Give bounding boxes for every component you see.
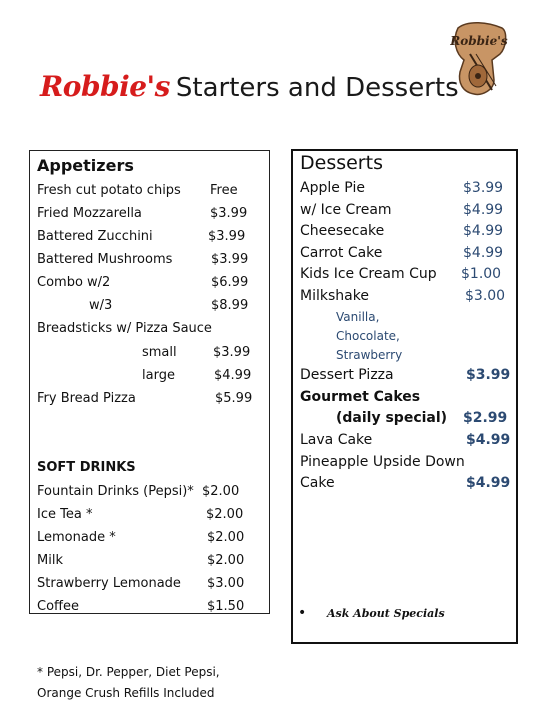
dessert-item-label: Gourmet Cakes [300, 389, 421, 405]
dessert-item-price: $4.99 [466, 475, 511, 491]
dessert-item-label: Cheesecake [300, 223, 385, 239]
menu-item-price: Free [210, 183, 238, 198]
dessert-item-price: $4.99 [463, 202, 504, 218]
ask-about-specials: Ask About Specials [327, 607, 445, 620]
drink-item-label: Lemonade * [37, 530, 116, 545]
footnote-line-1: * Pepsi, Dr. Pepper, Diet Pepsi, [37, 665, 220, 679]
footnote-line-2: Orange Crush Refills Included [37, 686, 215, 700]
menu-item-label: large [142, 368, 175, 383]
menu-item-label: small [142, 345, 177, 360]
menu-item-label: Battered Zucchini [37, 229, 153, 244]
drink-item-label: Ice Tea * [37, 507, 93, 522]
dessert-item-label: Dessert Pizza [300, 367, 394, 383]
dessert-item-price: $4.99 [466, 432, 511, 448]
appetizers-heading: Appetizers [37, 156, 134, 175]
drink-item-price: $2.00 [206, 507, 244, 522]
dessert-item-label: Milkshake [300, 288, 369, 304]
soft-drinks-heading: SOFT DRINKS [37, 460, 136, 475]
dessert-item-price: $4.99 [463, 223, 504, 239]
menu-item-label: Battered Mushrooms [37, 252, 173, 267]
specials-bullet: • [298, 605, 307, 621]
dessert-item-label: (daily special) [336, 410, 448, 426]
menu-item-label: w/3 [89, 298, 113, 313]
menu-item-price: $3.99 [211, 252, 249, 267]
dessert-item-price: $3.00 [465, 288, 506, 304]
menu-item-price: $8.99 [211, 298, 249, 313]
drink-item-price: $2.00 [207, 530, 245, 545]
menu-item-price: $4.99 [214, 368, 252, 383]
logo-text: Robbie's [450, 34, 508, 48]
drink-item-label: Fountain Drinks (Pepsi)* [37, 484, 194, 499]
dessert-item-label: Pineapple Upside Down [300, 454, 465, 470]
dessert-item-label: Carrot Cake [300, 245, 383, 261]
drink-item-label: Coffee [37, 599, 79, 614]
milkshake-flavor: Strawberry [336, 348, 403, 362]
drink-item-price: $2.00 [202, 484, 240, 499]
menu-item-price: $3.99 [213, 345, 251, 360]
dessert-item-price: $3.99 [466, 367, 511, 383]
dessert-item-label: Cake [300, 475, 335, 491]
menu-item-label: Fried Mozzarella [37, 206, 142, 221]
dessert-item-label: Apple Pie [300, 180, 365, 196]
desserts-heading: Desserts [300, 152, 383, 174]
dessert-item-label: Lava Cake [300, 432, 373, 448]
drink-item-price: $1.50 [207, 599, 245, 614]
dessert-item-price: $4.99 [463, 245, 504, 261]
milkshake-flavor: Chocolate, [336, 329, 400, 343]
dessert-item-price: $2.99 [463, 410, 508, 426]
drink-item-price: $2.00 [207, 553, 245, 568]
title-brand: Robbie's [40, 70, 170, 103]
menu-item-label: Fry Bread Pizza [37, 391, 136, 406]
menu-item-price: $5.99 [215, 391, 253, 406]
menu-item-label: Combo w/2 [37, 275, 111, 290]
dessert-item-label: Kids Ice Cream Cup [300, 266, 437, 282]
menu-item-price: $3.99 [210, 206, 248, 221]
drink-item-price: $3.00 [207, 576, 245, 591]
dessert-item-price: $3.99 [463, 180, 504, 196]
dessert-item-price: $1.00 [461, 266, 502, 282]
milkshake-flavor: Vanilla, [336, 310, 380, 324]
menu-item-price: $6.99 [211, 275, 249, 290]
drink-item-label: Milk [37, 553, 63, 568]
drink-item-label: Strawberry Lemonade [37, 576, 181, 591]
page-title [40, 70, 459, 103]
menu-item-label: Breadsticks w/ Pizza Sauce [37, 321, 212, 336]
title-rest: Starters and Desserts [175, 73, 459, 103]
dessert-item-label: w/ Ice Cream [300, 202, 392, 218]
menu-item-label: Fresh cut potato chips [37, 183, 181, 198]
menu-item-price: $3.99 [208, 229, 246, 244]
